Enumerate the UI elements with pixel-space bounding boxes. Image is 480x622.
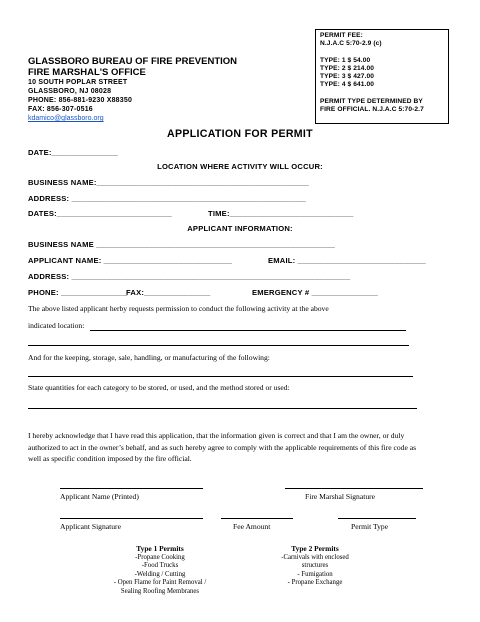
permit-fee-box	[315, 29, 449, 124]
applicant-signature-line[interactable]	[60, 518, 203, 519]
permit-type-line[interactable]	[338, 518, 416, 519]
fee-amount-caption: Fee Amount	[233, 522, 271, 531]
fee-line	[320, 48, 444, 56]
request-text: The above listed applicant herby requests permission to conduct the following activity at the above	[28, 304, 329, 313]
list-item: Sealing Roofing Membranes	[120, 587, 200, 595]
office-fax: FAX: 856-307-0516	[28, 106, 93, 113]
list-item: -Carnivals with enclosed	[281, 553, 349, 561]
fire-marshal-caption: Fire Marshal Signature	[305, 492, 376, 501]
type2-heading: Type 2 Permits	[291, 544, 339, 553]
type1-permits-list	[90, 545, 230, 597]
location-heading: LOCATION WHERE ACTIVITY WILL OCCUR:	[157, 162, 323, 171]
list-item: -Propane Cooking	[135, 553, 185, 561]
list-item: -Food Trucks	[141, 562, 179, 570]
emergency-field[interactable]: EMERGENCY # _______________	[252, 288, 378, 297]
time-field[interactable]: TIME:____________________________	[208, 209, 354, 218]
type2-permits-list	[255, 545, 375, 588]
activity-line[interactable]	[90, 330, 406, 331]
keeping-text: And for the keeping, storage, sale, handling, or manufacturing of the following:	[28, 353, 270, 362]
office-dept: FIRE MARSHAL'S OFFICE	[28, 67, 146, 78]
office-phone: PHONE: 856-881-9230 X88350	[28, 97, 133, 104]
applicant-address-field[interactable]: ADDRESS: _______________________________________________________________	[28, 272, 351, 281]
office-city: GLASSBORO, NJ 08028	[28, 88, 112, 95]
fee-line: PERMIT FEE:	[320, 32, 363, 39]
page-title: APPLICATION FOR PERMIT	[167, 128, 313, 140]
applicant-name-caption: Applicant Name (Printed)	[60, 492, 139, 501]
applicant-email-field[interactable]: EMAIL: _____________________________	[268, 256, 426, 265]
list-item: -Welding / Cutting	[134, 570, 186, 578]
applicant-heading: APPLICANT INFORMATION:	[187, 224, 293, 233]
office-email-link[interactable]: kdamico@glassboro.org	[28, 115, 104, 122]
address-field[interactable]: ADDRESS: _____________________________________________________	[28, 194, 307, 203]
list-item: - Open Flame for Paint Removal /	[113, 579, 207, 587]
fee-line: TYPE: 4 $ 641.00	[320, 81, 375, 89]
list-item: structures	[301, 562, 329, 570]
fax-field[interactable]: FAX:_______________	[126, 288, 211, 297]
fee-line: PERMIT TYPE DETERMINED BY	[320, 97, 423, 105]
indicated-location-label: indicated location:	[28, 321, 85, 330]
fee-line: FIRE OFFICIAL. N.J.A.C 5:70-2.7	[320, 105, 424, 113]
permit-type-caption: Permit Type	[351, 522, 389, 531]
quantities-text: State quantities for each category to be stored, or used, and the method stored or used:	[28, 383, 290, 392]
date-field[interactable]: DATE:_______________	[28, 148, 118, 157]
dates-field[interactable]: DATES:__________________________	[28, 209, 172, 218]
list-item: - Fumigation	[297, 570, 333, 578]
applicant-signature-caption: Applicant Signature	[60, 522, 121, 531]
fee-line: TYPE: 1 $ 54.00	[320, 56, 371, 64]
fee-line	[320, 89, 444, 97]
acknowledgement-text: I hereby acknowledge that I have read this application, that the information given is correct and that I am the owner, or duly authorized to act in the owner’s behalf, and as such hereby agree to comply with the applicable requirements of this fire code as well as specific condition imposed by the fire official.	[28, 431, 417, 464]
applicant-name-line[interactable]	[60, 488, 203, 489]
list-item: - Propane Exchange	[287, 579, 343, 587]
office-name: GLASSBORO BUREAU OF FIRE PREVENTION	[28, 56, 238, 67]
fire-marshal-line[interactable]	[285, 488, 423, 489]
applicant-name-field[interactable]: APPLICANT NAME: _____________________________	[28, 256, 233, 265]
fee-line: TYPE: 2 $ 214.00	[320, 64, 375, 72]
fee-amount-line[interactable]	[221, 518, 293, 519]
fee-line: N.J.A.C 5:70-2.9 (c)	[320, 40, 382, 48]
applicant-business-field[interactable]: BUSINESS NAME ______________________________________________________	[28, 240, 336, 249]
quantities-line[interactable]	[28, 408, 417, 409]
activity-line[interactable]	[28, 345, 409, 346]
phone-field[interactable]: PHONE: _______________	[28, 288, 128, 297]
fee-line: TYPE: 3 $ 427.00	[320, 73, 375, 81]
materials-line[interactable]	[28, 376, 413, 377]
business-name-field[interactable]: BUSINESS NAME:________________________________________________	[28, 178, 309, 187]
type1-heading: Type 1 Permits	[136, 544, 184, 553]
office-street: 10 SOUTH POPLAR STREET	[28, 79, 128, 86]
